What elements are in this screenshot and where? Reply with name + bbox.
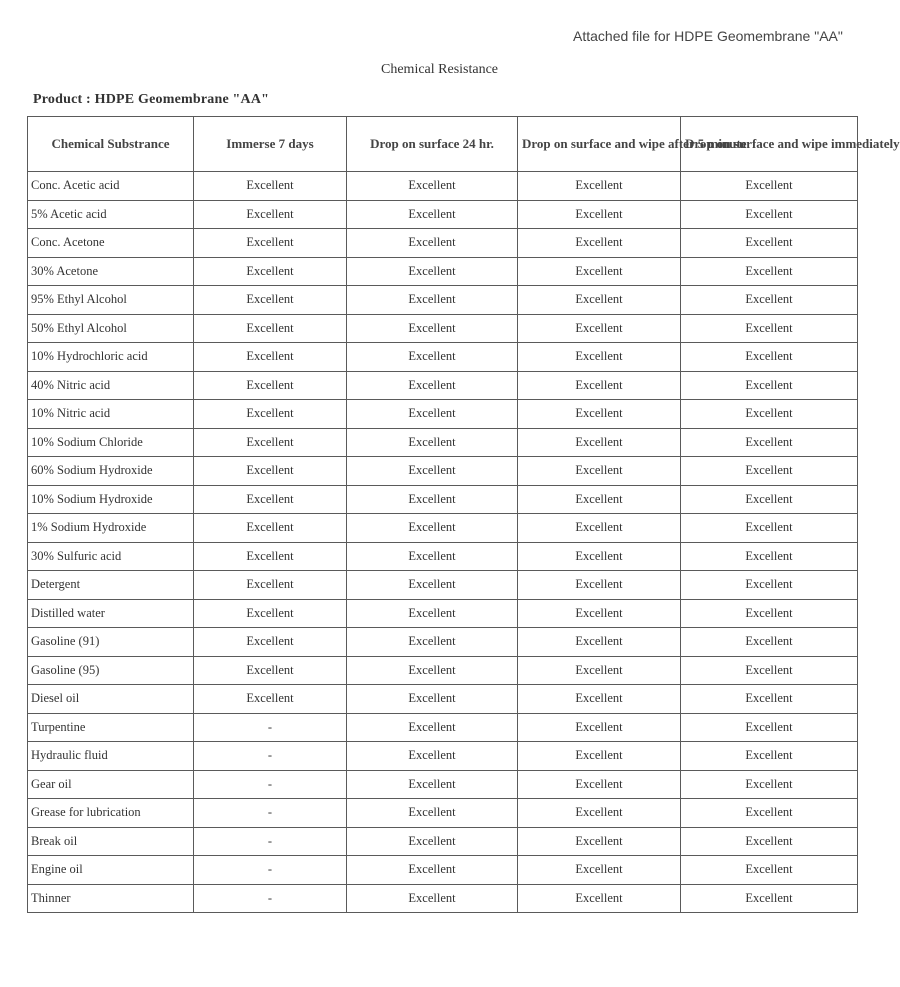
table-row bbox=[28, 799, 858, 828]
rating-cell: Excellent bbox=[347, 371, 518, 400]
rating-cell: Excellent bbox=[681, 827, 858, 856]
rating-cell: Excellent bbox=[518, 884, 681, 913]
rating-cell: Excellent bbox=[347, 428, 518, 457]
rating-cell: Excellent bbox=[518, 656, 681, 685]
rating-cell: - bbox=[194, 884, 347, 913]
table-row bbox=[28, 827, 858, 856]
rating-cell: Excellent bbox=[194, 200, 347, 229]
rating-cell: Excellent bbox=[681, 742, 858, 771]
column-header-wipe-immediately: Drop on surface and wipe immediately bbox=[681, 117, 858, 172]
rating-cell: Excellent bbox=[194, 628, 347, 657]
substance-cell: Gear oil bbox=[28, 770, 194, 799]
rating-cell: Excellent bbox=[518, 827, 681, 856]
rating-cell: - bbox=[194, 713, 347, 742]
rating-cell: Excellent bbox=[347, 257, 518, 286]
rating-cell: Excellent bbox=[681, 172, 858, 201]
rating-cell: Excellent bbox=[347, 884, 518, 913]
table-row bbox=[28, 400, 858, 429]
table-row bbox=[28, 457, 858, 486]
substance-cell: 40% Nitric acid bbox=[28, 371, 194, 400]
rating-cell: Excellent bbox=[347, 799, 518, 828]
table-row bbox=[28, 713, 858, 742]
rating-cell: Excellent bbox=[681, 371, 858, 400]
table-row bbox=[28, 257, 858, 286]
table-row bbox=[28, 856, 858, 885]
rating-cell: Excellent bbox=[518, 742, 681, 771]
rating-cell: Excellent bbox=[518, 371, 681, 400]
substance-cell: Diesel oil bbox=[28, 685, 194, 714]
substance-cell: 50% Ethyl Alcohol bbox=[28, 314, 194, 343]
substance-cell: 60% Sodium Hydroxide bbox=[28, 457, 194, 486]
rating-cell: Excellent bbox=[347, 343, 518, 372]
table-body bbox=[28, 172, 858, 913]
rating-cell: Excellent bbox=[518, 685, 681, 714]
rating-cell: Excellent bbox=[518, 457, 681, 486]
rating-cell: Excellent bbox=[681, 314, 858, 343]
table-row bbox=[28, 742, 858, 771]
rating-cell: Excellent bbox=[194, 514, 347, 543]
rating-cell: - bbox=[194, 770, 347, 799]
rating-cell: Excellent bbox=[347, 229, 518, 258]
substance-cell: Grease for lubrication bbox=[28, 799, 194, 828]
table-row bbox=[28, 485, 858, 514]
substance-cell: Engine oil bbox=[28, 856, 194, 885]
substance-cell: Hydraulic fluid bbox=[28, 742, 194, 771]
table-header-row bbox=[28, 117, 858, 172]
rating-cell: Excellent bbox=[518, 571, 681, 600]
rating-cell: Excellent bbox=[347, 827, 518, 856]
rating-cell: Excellent bbox=[194, 343, 347, 372]
column-header-drop-24hr: Drop on surface 24 hr. bbox=[347, 117, 518, 172]
table-row bbox=[28, 884, 858, 913]
table-row bbox=[28, 685, 858, 714]
rating-cell: Excellent bbox=[518, 314, 681, 343]
document-title: Chemical Resistance bbox=[381, 62, 499, 77]
rating-cell: Excellent bbox=[518, 172, 681, 201]
rating-cell: Excellent bbox=[518, 856, 681, 885]
rating-cell: Excellent bbox=[518, 599, 681, 628]
rating-cell: Excellent bbox=[347, 485, 518, 514]
substance-cell: Distilled water bbox=[28, 599, 194, 628]
column-header-substance: Chemical Substrance bbox=[28, 117, 194, 172]
rating-cell: Excellent bbox=[194, 371, 347, 400]
substance-cell: 5% Acetic acid bbox=[28, 200, 194, 229]
rating-cell: Excellent bbox=[518, 713, 681, 742]
rating-cell: Excellent bbox=[194, 685, 347, 714]
substance-cell: Break oil bbox=[28, 827, 194, 856]
substance-cell: Gasoline (95) bbox=[28, 656, 194, 685]
rating-cell: Excellent bbox=[681, 229, 858, 258]
substance-cell: 10% Sodium Chloride bbox=[28, 428, 194, 457]
rating-cell: Excellent bbox=[681, 542, 858, 571]
rating-cell: Excellent bbox=[347, 542, 518, 571]
substance-cell: Conc. Acetic acid bbox=[28, 172, 194, 201]
product-label: Product : HDPE Geomembrane "AA" bbox=[33, 92, 270, 107]
rating-cell: Excellent bbox=[194, 571, 347, 600]
rating-cell: Excellent bbox=[681, 884, 858, 913]
rating-cell: - bbox=[194, 799, 347, 828]
rating-cell: Excellent bbox=[347, 770, 518, 799]
rating-cell: Excellent bbox=[681, 571, 858, 600]
column-header-wipe-5min: Drop on surface and wipe after 5 minute bbox=[518, 117, 681, 172]
rating-cell: Excellent bbox=[681, 457, 858, 486]
rating-cell: Excellent bbox=[347, 685, 518, 714]
substance-cell: 1% Sodium Hydroxide bbox=[28, 514, 194, 543]
table-row bbox=[28, 286, 858, 315]
rating-cell: Excellent bbox=[518, 485, 681, 514]
table-row bbox=[28, 343, 858, 372]
substance-cell: Gasoline (91) bbox=[28, 628, 194, 657]
rating-cell: Excellent bbox=[518, 400, 681, 429]
rating-cell: Excellent bbox=[681, 628, 858, 657]
table-row bbox=[28, 542, 858, 571]
rating-cell: Excellent bbox=[681, 428, 858, 457]
rating-cell: Excellent bbox=[347, 514, 518, 543]
rating-cell: Excellent bbox=[518, 286, 681, 315]
rating-cell: Excellent bbox=[518, 200, 681, 229]
rating-cell: Excellent bbox=[681, 856, 858, 885]
table-row bbox=[28, 599, 858, 628]
rating-cell: Excellent bbox=[518, 542, 681, 571]
rating-cell: Excellent bbox=[194, 172, 347, 201]
substance-cell: Turpentine bbox=[28, 713, 194, 742]
rating-cell: Excellent bbox=[681, 599, 858, 628]
rating-cell: Excellent bbox=[347, 400, 518, 429]
rating-cell: Excellent bbox=[681, 656, 858, 685]
attached-file-note: Attached file for HDPE Geomembrane "AA" bbox=[573, 28, 843, 44]
rating-cell: Excellent bbox=[347, 628, 518, 657]
rating-cell: Excellent bbox=[347, 656, 518, 685]
rating-cell: Excellent bbox=[347, 742, 518, 771]
table-row bbox=[28, 656, 858, 685]
rating-cell: Excellent bbox=[681, 685, 858, 714]
substance-cell: 95% Ethyl Alcohol bbox=[28, 286, 194, 315]
rating-cell: Excellent bbox=[194, 485, 347, 514]
rating-cell: Excellent bbox=[347, 856, 518, 885]
rating-cell: Excellent bbox=[194, 400, 347, 429]
rating-cell: Excellent bbox=[681, 257, 858, 286]
rating-cell: Excellent bbox=[681, 286, 858, 315]
rating-cell: Excellent bbox=[518, 428, 681, 457]
rating-cell: Excellent bbox=[347, 571, 518, 600]
rating-cell: Excellent bbox=[518, 229, 681, 258]
substance-cell: Detergent bbox=[28, 571, 194, 600]
substance-cell: 30% Acetone bbox=[28, 257, 194, 286]
rating-cell: Excellent bbox=[347, 286, 518, 315]
substance-cell: 10% Nitric acid bbox=[28, 400, 194, 429]
rating-cell: Excellent bbox=[347, 172, 518, 201]
rating-cell: Excellent bbox=[518, 343, 681, 372]
rating-cell: - bbox=[194, 827, 347, 856]
substance-cell: 30% Sulfuric acid bbox=[28, 542, 194, 571]
rating-cell: Excellent bbox=[681, 485, 858, 514]
substance-cell: Thinner bbox=[28, 884, 194, 913]
table-row bbox=[28, 172, 858, 201]
chemical-resistance-table bbox=[27, 116, 900, 913]
rating-cell: Excellent bbox=[681, 200, 858, 229]
table-row bbox=[28, 200, 858, 229]
rating-cell: Excellent bbox=[347, 314, 518, 343]
rating-cell: Excellent bbox=[681, 400, 858, 429]
rating-cell: Excellent bbox=[347, 713, 518, 742]
rating-cell: Excellent bbox=[347, 457, 518, 486]
column-header-immerse: Immerse 7 days bbox=[194, 117, 347, 172]
rating-cell: Excellent bbox=[194, 656, 347, 685]
rating-cell: - bbox=[194, 856, 347, 885]
rating-cell: Excellent bbox=[194, 314, 347, 343]
rating-cell: Excellent bbox=[347, 599, 518, 628]
table-row bbox=[28, 770, 858, 799]
rating-cell: Excellent bbox=[681, 799, 858, 828]
rating-cell: Excellent bbox=[347, 200, 518, 229]
rating-cell: Excellent bbox=[194, 428, 347, 457]
table-row bbox=[28, 571, 858, 600]
substance-cell: 10% Sodium Hydroxide bbox=[28, 485, 194, 514]
rating-cell: Excellent bbox=[681, 713, 858, 742]
table-row bbox=[28, 371, 858, 400]
table-row bbox=[28, 514, 858, 543]
rating-cell: Excellent bbox=[681, 514, 858, 543]
rating-cell: Excellent bbox=[194, 257, 347, 286]
rating-cell: Excellent bbox=[518, 514, 681, 543]
rating-cell: Excellent bbox=[681, 770, 858, 799]
rating-cell: Excellent bbox=[681, 343, 858, 372]
table-row bbox=[28, 428, 858, 457]
table-row bbox=[28, 229, 858, 258]
rating-cell: Excellent bbox=[518, 628, 681, 657]
rating-cell: Excellent bbox=[194, 542, 347, 571]
rating-cell: Excellent bbox=[518, 799, 681, 828]
rating-cell: Excellent bbox=[518, 257, 681, 286]
rating-cell: Excellent bbox=[194, 457, 347, 486]
rating-cell: Excellent bbox=[194, 229, 347, 258]
rating-cell: - bbox=[194, 742, 347, 771]
substance-cell: 10% Hydrochloric acid bbox=[28, 343, 194, 372]
substance-cell: Conc. Acetone bbox=[28, 229, 194, 258]
rating-cell: Excellent bbox=[194, 286, 347, 315]
table-row bbox=[28, 628, 858, 657]
table-row bbox=[28, 314, 858, 343]
rating-cell: Excellent bbox=[194, 599, 347, 628]
rating-cell: Excellent bbox=[518, 770, 681, 799]
